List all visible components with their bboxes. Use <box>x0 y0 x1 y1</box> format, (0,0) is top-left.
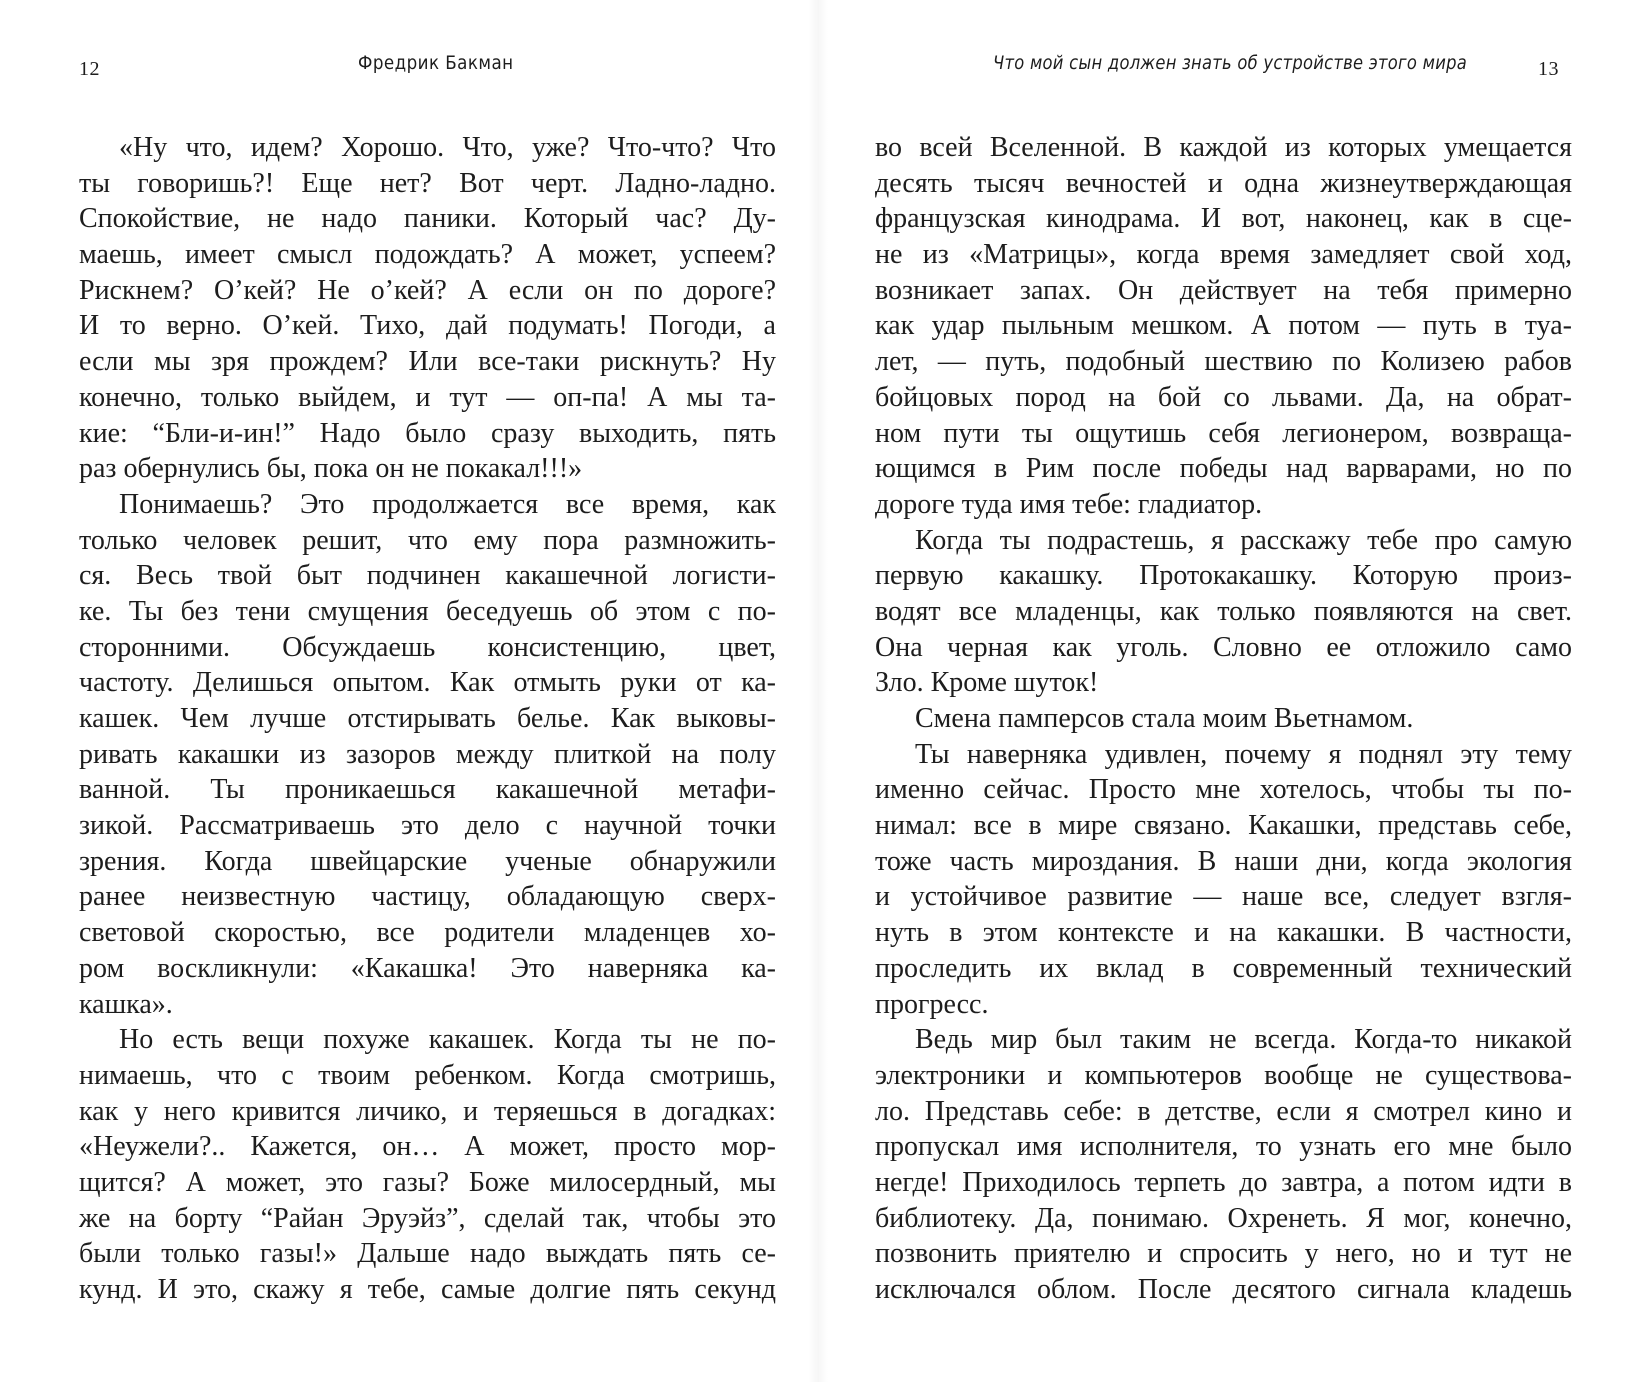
text-line: ривать какашки из зазоров между плиткой на полу <box>79 738 776 770</box>
text-line: проследить их вклад в современный технический <box>875 952 1572 984</box>
text-line: щится? А может, это газы? Боже милосердный, мы <box>79 1166 776 1198</box>
text-line: ном пути ты ощутишь себя легионером, возвраща- <box>875 417 1572 449</box>
text-line: десять тысяч вечностей и одна жизнеутверждающая <box>875 167 1572 199</box>
text-line: Но есть вещи похуже какашек. Когда ты не по- <box>119 1024 776 1056</box>
text-line: как удар пыльным мешком. А потом — путь в туа- <box>875 310 1572 342</box>
text-line: «Неужели?.. Кажется, он… А может, просто мор- <box>79 1131 776 1163</box>
text-line: Зло. Кроме шуток! <box>875 667 1099 699</box>
text-line: ты говоришь?! Еще нет? Вот черт. Ладно-ладно. <box>79 167 776 199</box>
text-line: первую какашку. Протокакашку. Которую произ- <box>875 560 1572 592</box>
text-line: исключался облом. После десятого сигнала кладешь <box>875 1274 1572 1305</box>
page-number: 13 <box>1538 58 1559 80</box>
text-line: световой скоростью, все родители младенцев хо- <box>79 917 776 949</box>
text-line: нуть в этом контексте и на какашки. В частности, <box>875 917 1572 949</box>
text-line: не из «Матрицы», когда время замедляет свой ход, <box>875 239 1572 271</box>
text-line: именно сейчас. Просто мне хотелось, чтобы ты по- <box>875 774 1572 806</box>
text-line: возникает запах. Он действует на тебя примерно <box>875 274 1572 306</box>
text-line: сторонними. Обсуждаешь консистенцию, цвет, <box>79 631 776 663</box>
text-line: и устойчивое развитие — наше все, следует взгля- <box>875 881 1572 913</box>
text-line: конечно, только выйдем, и тут — оп-па! А мы та- <box>79 381 776 413</box>
text-line: позвонить приятелю и спросить у него, но и тут не <box>875 1238 1572 1270</box>
text-line: И то верно. О’кей. Тихо, дай подумать! Погоди, а <box>79 310 776 342</box>
running-head-title: Что мой сын должен знать об устройстве этого мира <box>993 52 1467 74</box>
text-line: прогресс. <box>875 988 989 1020</box>
text-line: нимал: все в мире связано. Какашки, представь себе, <box>875 810 1572 842</box>
text-line: были только газы!» Дальше надо выждать пять се- <box>79 1238 776 1270</box>
text-line: негде! Приходилось терпеть до завтра, а потом идти в <box>875 1166 1572 1198</box>
text-line: Смена памперсов стала моим Вьетнамом. <box>915 703 1414 734</box>
text-line: Она черная как уголь. Словно ее отложило само <box>875 631 1572 663</box>
text-line: же на борту “Райан Эруэйз”, сделай так, чтобы это <box>79 1202 776 1234</box>
text-line: дороге туда имя тебе: гладиатор. <box>875 488 1263 520</box>
page-number: 12 <box>79 58 100 80</box>
text-line: электроники и компьютеров вообще не существова- <box>875 1059 1572 1091</box>
text-line: зрения. Когда швейцарские ученые обнаружили <box>79 845 776 877</box>
text-line: водят все младенцы, как только появляются на свет. <box>875 595 1572 627</box>
text-line: ранее неизвестную частицу, обладающую сверх- <box>79 881 776 913</box>
text-line: ром воскликнули: «Какашка! Это наверняка ка- <box>79 952 776 984</box>
text-line: Спокойствие, не надо паники. Который час? Ду- <box>79 203 776 235</box>
text-line: лет, — путь, подобный шествию по Колизею рабов <box>875 346 1572 378</box>
text-line: нимаешь, что с твоим ребенком. Когда смотришь, <box>79 1059 776 1091</box>
body-text <box>79 130 776 1308</box>
text-line: ся. Весь твой быт подчинен какашечной логисти- <box>79 560 776 592</box>
text-line: французская кинодрама. И вот, наконец, как в сце- <box>875 203 1572 235</box>
text-line: маешь, имеет смысл подождать? А может, успеем? <box>79 239 776 271</box>
body-text <box>875 130 1572 1308</box>
text-line: кашка». <box>79 988 173 1020</box>
text-line: Понимаешь? Это продолжается все время, как <box>119 488 776 520</box>
text-line: Ведь мир был таким не всегда. Когда-то никакой <box>915 1024 1572 1056</box>
text-line: раз обернулись бы, пока он не покакал!!!» <box>79 453 583 485</box>
text-line: тоже часть мироздания. В наши дни, когда экология <box>875 845 1572 877</box>
text-line: ющимся в Рим после победы над варварами, но по <box>875 453 1572 485</box>
text-line: во всей Вселенной. В каждой из которых умещается <box>875 132 1572 163</box>
text-line: если мы зря прождем? Или все-таки рискнуть? Ну <box>79 346 776 378</box>
text-line: пропускал имя исполнителя, то узнать его мне было <box>875 1131 1572 1163</box>
text-line: «Ну что, идем? Хорошо. Что, уже? Что-что? Что <box>119 132 776 163</box>
text-line: только человек решит, что ему пора размножить- <box>79 524 776 556</box>
text-line: кие: “Бли-и-ин!” Надо было сразу выходить, пять <box>79 417 776 449</box>
text-line: Рискнем? О’кей? Не о’кей? А если он по дороге? <box>79 274 776 306</box>
text-line: кашек. Чем лучше отстирывать белье. Как выковы- <box>79 703 776 734</box>
text-line: Когда ты подрастешь, я расскажу тебе про самую <box>915 524 1572 556</box>
text-line: Ты наверняка удивлен, почему я поднял эту тему <box>915 738 1572 770</box>
running-head-author: Фредрик Бакман <box>358 52 514 74</box>
text-line: кунд. И это, скажу я тебе, самые долгие пять секунд <box>79 1274 776 1305</box>
text-line: ло. Представь себе: в детстве, если я смотрел кино и <box>875 1095 1572 1127</box>
text-line: как у него кривится личико, и теряешься в догадках: <box>79 1095 776 1127</box>
text-line: библиотеку. Да, понимаю. Охренеть. Я мог, конечно, <box>875 1202 1572 1234</box>
text-line: зикой. Рассматриваешь это дело с научной точки <box>79 810 776 842</box>
text-line: частоту. Делишься опытом. Как отмыть руки от ка- <box>79 667 776 699</box>
right-page <box>818 0 1636 1382</box>
text-line: ванной. Ты проникаешься какашечной метафи- <box>79 774 776 806</box>
text-line: ке. Ты без тени смущения беседуешь об этом с по- <box>79 595 776 627</box>
text-line: бойцовых пород на бой со львами. Да, на обрат- <box>875 381 1572 413</box>
